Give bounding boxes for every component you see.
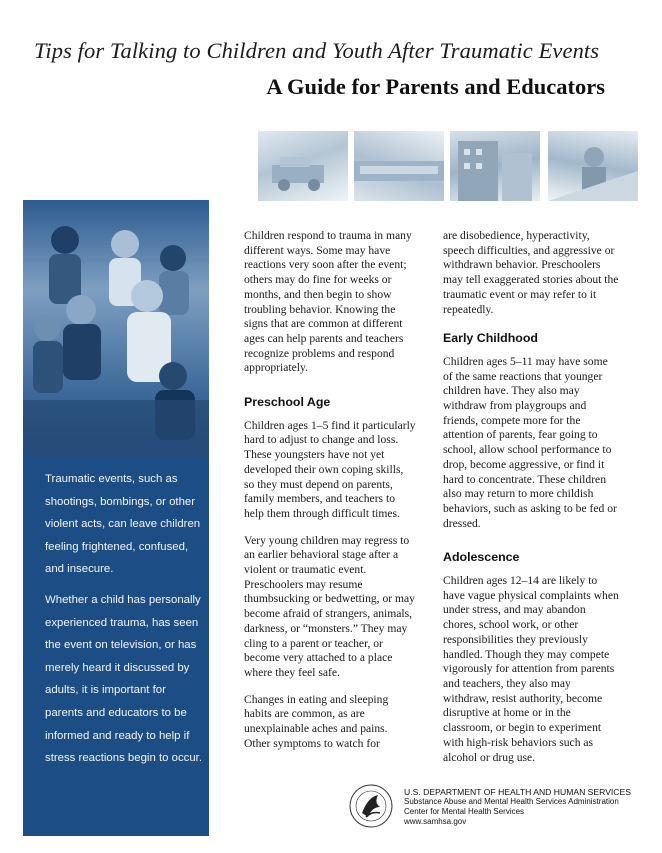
document-subtitle: Tips for Talking to Children and Youth After Traumatic Events xyxy=(34,38,600,63)
main-column-2 xyxy=(443,229,619,777)
preschool-paragraph-continued: are disobedience, hyperactivity, speech difficulties, and aggressive or withdrawn behavior. Preschoolers may tell exaggerated stories about the traumatic event or may refer to it repeatedly. xyxy=(443,229,619,316)
preschool-paragraph: Very young children may regress to an earlier behavioral stage after a violent or traumatic event. Preschoolers may resume thumbsucking or bedwetting, or may become afraid of strangers, animals, darkness, or “monsters.” They may cling to a parent or teacher, or become very attached to a place where they feel safe. xyxy=(244,533,415,679)
section-heading-preschool: Preschool Age xyxy=(244,395,331,410)
agency-block xyxy=(404,787,631,827)
footer xyxy=(348,783,631,843)
header-photo-building xyxy=(450,131,540,201)
sidebar-paragraph: Whether a child has personally experienced trauma, has seen the event on television, or has merely heard it discussed by adults, it is important for parents and educators to be informed and ready to help if stress reactions begin to occur. xyxy=(45,593,203,765)
hhs-seal-icon xyxy=(348,783,394,829)
early-childhood-paragraph: Children ages 5–11 may have some of the same reactions that younger children have. They also may withdraw from playgroups and friends, compete more for the attention of parents, fear going to school, allow school performance to drop, become aggressive, or find it hard to concentrate. These children also may return to more childish behaviors, such as asking to be fed or dressed. xyxy=(443,354,617,530)
header-photo-firefighter xyxy=(548,131,638,201)
section-heading-early-childhood: Early Childhood xyxy=(443,331,538,346)
preschool-paragraph: Children ages 1–5 find it particularly hard to adjust to change and loss. These youngsters have not yet developed their own coping skills, so they must depend on parents, family members, and teachers to help them through difficult times. xyxy=(244,418,416,520)
center-name: Center for Mental Health Services xyxy=(404,807,525,816)
sidebar-panel xyxy=(23,200,209,836)
preschool-paragraph: Changes in eating and sleeping habits are common, as are unexplainable aches and pains. Other symptoms to watch for xyxy=(244,692,389,750)
intro-paragraph: Children respond to trauma in many different ways. Some may have reactions very soon after the event; others may do fine for weeks or months, and then begin to show troubling behavior. Knowing the signs that are common at different ages can help parents and teachers recognize problems and respond appropriately. xyxy=(244,229,412,375)
adolescence-paragraph: Children ages 12–14 are likely to have vague physical complaints when under stress, and may abandon chores, school work, or other responsibilities they previously handled. Though they may compete vigorously for attention from parents and teachers, they also may withdraw, resist authority, become disruptive at home or in the classroom, or begin to experiment with high-risk behaviors such as alcohol or drug use. xyxy=(443,574,619,764)
sidebar-paragraph: Traumatic events, such as shootings, bombings, or other violent acts, can leave children feeling frightened, confused, and insecure. xyxy=(45,473,201,576)
sidebar-text xyxy=(45,468,205,778)
header-photo-strip xyxy=(258,131,638,201)
section-heading-adolescence: Adolescence xyxy=(443,550,520,565)
agency-name: Substance Abuse and Mental Health Services Administration xyxy=(404,797,619,806)
document-title: A Guide for Parents and Educators xyxy=(266,74,605,99)
children-group-photo xyxy=(23,200,209,457)
header-photo-emergency xyxy=(354,131,444,201)
main-column-1 xyxy=(244,229,416,764)
header-photo-vehicle xyxy=(258,131,348,201)
website-link[interactable]: www.samhsa.gov xyxy=(404,817,467,826)
dept-name: U.S. DEPARTMENT OF HEALTH AND HUMAN SERVICES xyxy=(404,787,631,797)
